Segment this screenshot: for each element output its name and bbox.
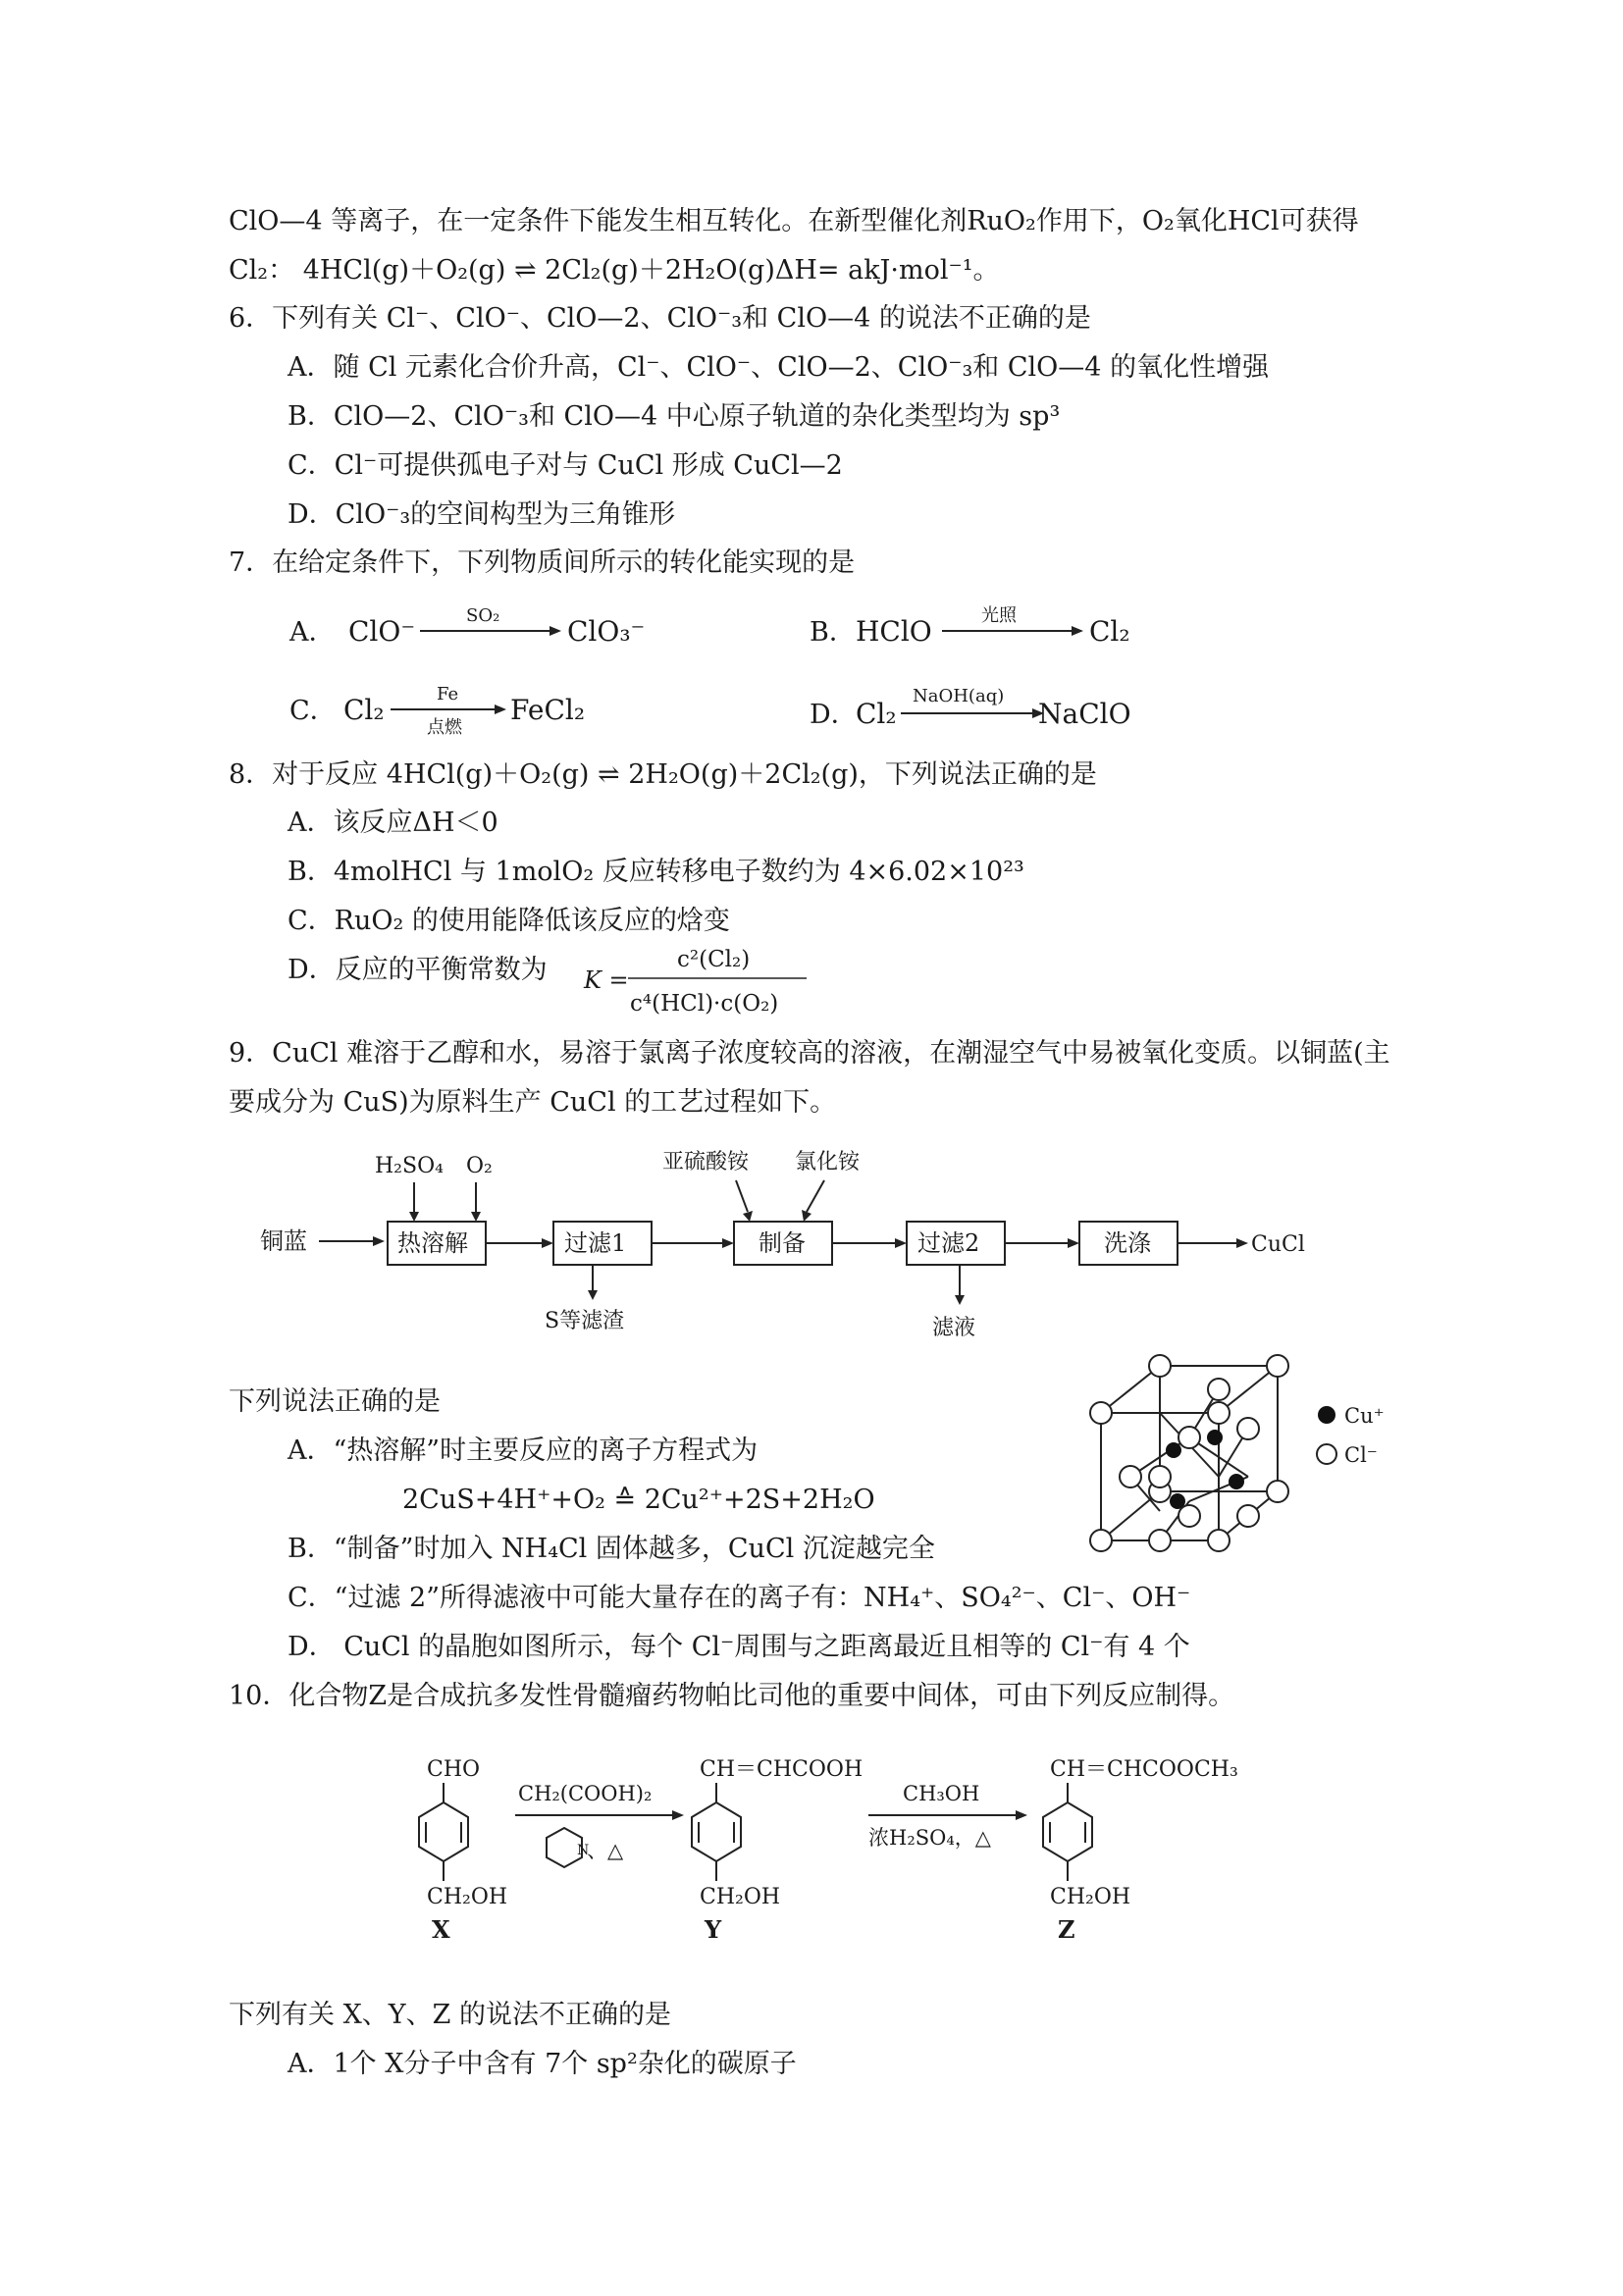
flow-box-filter-1-label: 过滤1 [564, 1229, 627, 1257]
q7-option-d [810, 686, 1131, 730]
x-label: X [432, 1915, 450, 1944]
flow-start: 铜蓝 [260, 1227, 307, 1255]
q7-a-from: ClO⁻ [348, 615, 416, 648]
q9-option-a-1: A．“热溶解”时主要反应的离子方程式为 [288, 1435, 759, 1466]
q7-a-condition: SO₂ [466, 605, 500, 626]
q7-stem: 7．在给定条件下，下列物质间所示的转化能实现的是 [229, 548, 856, 578]
intro-line-2: Cl₂： 4HCl(g)＋O₂(g) ⇌ 2Cl₂(g)＋2H₂O(g)ΔH= akJ·mol⁻¹。 [229, 255, 1000, 286]
flow-box-wash-label: 洗涤 [1104, 1229, 1151, 1257]
q9-ask: 下列说法正确的是 [229, 1386, 441, 1417]
flow-waste-2: 滤液 [932, 1316, 976, 1340]
q10-stem: 10．化合物Z是合成抗多发性骨髓瘤药物帕比司他的重要中间体，可由下列反应制得。 [229, 1681, 1235, 1711]
q7-b-condition: 光照 [981, 605, 1017, 626]
compound-z [1043, 1757, 1238, 1944]
q7-d-from: Cl₂ [856, 698, 897, 730]
z-top-group: CH＝CHCOOCH₃ [1050, 1757, 1238, 1782]
q7-c-from: Cl₂ [343, 694, 385, 726]
q7-a-to: ClO₃⁻ [567, 615, 646, 648]
q6-option-d: D．ClO⁻₃的空间构型为三角锥形 [288, 499, 676, 530]
q9-option-d: D． CuCl 的晶胞如图所示，每个 Cl⁻周围与之距离最近且相等的 Cl⁻有 4 个 [288, 1632, 1190, 1662]
legend-cu-marker [1318, 1406, 1335, 1424]
q10-ask: 下列有关 X、Y、Z 的说法不正确的是 [229, 2000, 671, 2030]
cucl-unit-cell-diagram [1079, 1344, 1403, 1570]
legend-cu-label: Cu⁺ [1344, 1404, 1385, 1428]
q7-d-to: NaClO [1038, 698, 1131, 730]
q7-c-condition: Fe [437, 684, 459, 704]
legend-cl-marker [1317, 1444, 1336, 1464]
z-bottom-group: CH₂OH [1050, 1885, 1131, 1909]
q7-option-a [288, 605, 645, 648]
q8-k-label: K = [584, 966, 629, 994]
q8-option-a: A．该反应ΔH＜0 [288, 808, 498, 838]
q8-option-b: B．4molHCl 与 1molO₂ 反应转移电子数约为 4×6.02×10²³ [288, 857, 1024, 887]
q6-option-c: C．Cl⁻可提供孤电子对与 CuCl 形成 CuCl—2 [288, 450, 843, 481]
q7-conversions [275, 594, 1256, 741]
x-top-group: CHO [427, 1757, 481, 1782]
flow-reagent-o2: O₂ [466, 1154, 493, 1178]
q8-k-numerator: c²(Cl₂) [677, 947, 751, 972]
y-bottom-group: CH₂OH [700, 1885, 781, 1909]
q8-option-d-label: D．反应的平衡常数为 [288, 955, 548, 985]
compound-y [692, 1757, 863, 1944]
q8-option-c: C．RuO₂ 的使用能降低该反应的焓变 [288, 906, 730, 936]
q9-process-flowchart [245, 1133, 1325, 1359]
q6-option-a: A．随 Cl 元素化合价升高，Cl⁻、ClO⁻、ClO—2、ClO⁻₃和 ClO—4 的氧化性增强 [288, 352, 1270, 383]
flow-reagent-h2so4: H₂SO₄ [375, 1154, 444, 1178]
condition-1: 、△ [587, 1839, 624, 1862]
q9-option-b: B．“制备”时加入 NH₄Cl 固体越多，CuCl 沉淀越完全 [288, 1534, 935, 1564]
q8-equilibrium-constant [579, 937, 834, 1025]
q7-option-c [289, 684, 585, 738]
z-label: Z [1058, 1915, 1075, 1944]
q10-option-a: A．1个 X分子中含有 7个 sp²杂化的碳原子 [288, 2049, 797, 2079]
compound-x [419, 1757, 507, 1944]
q7-b-to: Cl₂ [1089, 615, 1130, 648]
q7-b-label: B． [810, 617, 856, 648]
pyridine-icon [547, 1828, 589, 1867]
y-top-group: CH＝CHCOOH [700, 1757, 864, 1782]
q7-b-from: HClO [856, 615, 932, 648]
q7-option-b [810, 605, 1130, 648]
reagent-2: CH₃OH [903, 1782, 980, 1805]
flow-waste-1: S等滤渣 [545, 1309, 625, 1333]
q9-stem-2: 要成分为 CuS)为原料生产 CuCl 的工艺过程如下。 [229, 1087, 837, 1118]
q8-k-denominator: c⁴(HCl)·c(O₂) [630, 991, 779, 1017]
q7-c-label: C． [289, 696, 337, 726]
reagent-1: CH₂(COOH)₂ [518, 1782, 653, 1805]
q7-d-condition: NaOH(aq) [913, 686, 1005, 706]
x-bottom-group: CH₂OH [427, 1885, 508, 1909]
flow-reagent-nh4cl: 氯化铵 [795, 1150, 861, 1174]
flow-reagent-sulfite: 亚硫酸铵 [662, 1150, 750, 1174]
q6-option-b: B．ClO—2、ClO⁻₃和 ClO—4 中心原子轨道的杂化类型均为 sp³ [288, 401, 1061, 432]
flow-box-dissolve-label: 热溶解 [397, 1229, 468, 1257]
intro-line-1: ClO—4 等离子，在一定条件下能发生相互转化。在新型催化剂RuO₂作用下，O₂氧化HCl可获得 [229, 206, 1359, 236]
flow-product: CuCl [1251, 1232, 1305, 1257]
legend-cl-label: Cl⁻ [1344, 1443, 1378, 1467]
q9-option-a-2: 2CuS+4H⁺+O₂ ≙ 2Cu²⁺+2S+2H₂O [402, 1485, 875, 1515]
q8-stem: 8．对于反应 4HCl(g)＋O₂(g) ⇌ 2H₂O(g)＋2Cl₂(g)，下列说法正确的是 [229, 759, 1097, 790]
q9-option-c: C．“过滤 2”所得滤液中可能大量存在的离子有：NH₄⁺、SO₄²⁻、Cl⁻、OH⁻ [288, 1583, 1191, 1613]
q7-c-to: FeCl₂ [510, 694, 586, 726]
flow-box-prepare-label: 制备 [759, 1229, 806, 1257]
q7-a-label: A． [289, 617, 336, 648]
q7-c-condition-2: 点燃 [427, 717, 462, 738]
q7-d-label: D． [810, 700, 858, 730]
q6-stem: 6．下列有关 Cl⁻、ClO⁻、ClO—2、ClO⁻₃和 ClO—4 的说法不正确的是 [229, 303, 1091, 334]
y-label: Y [705, 1915, 722, 1944]
condition-2: 浓H₂SO₄，△ [868, 1826, 991, 1850]
svg-text:N: N [577, 1843, 590, 1858]
q9-stem-1: 9．CuCl 难溶于乙醇和水，易溶于氯离子浓度较高的溶液，在潮湿空气中易被氧化变质。以铜蓝(主 [229, 1038, 1390, 1069]
q10-reaction-scheme [373, 1742, 1295, 1962]
flow-box-filter-2-label: 过滤2 [917, 1229, 980, 1257]
